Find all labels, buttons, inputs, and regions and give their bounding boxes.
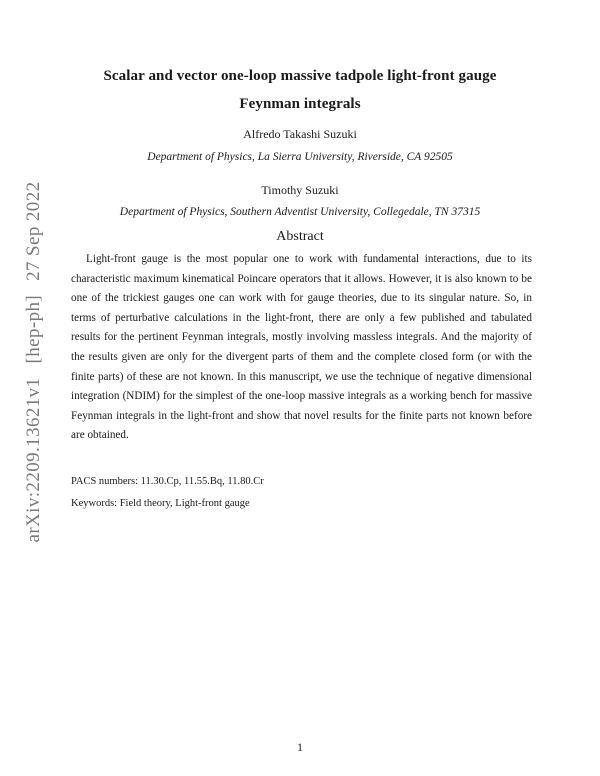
arxiv-id: arXiv:2209.13621v1 bbox=[23, 377, 44, 543]
author-name-2: Timothy Suzuki bbox=[261, 183, 339, 197]
page-number: 1 bbox=[297, 740, 303, 754]
paper-title-line-1: Scalar and vector one-loop massive tadpole light-front gauge bbox=[103, 68, 497, 84]
abstract-text: Light-front gauge is the most popular one to work with fundamental interactions, due to its characteristic maximum kinematical Poincare operators that it allows. However, it is also known to be one of the trickiest gauges one can work with for gauge theories, due to its singular nature. So, in terms of perturbative calculations in the light-front, there are only a few published and tabulated results for the pertinent Feynman integrals, mostly involving massless integrals. And the majority of the results given are only for the divergent parts of them and the complete closed form (or with the finite parts) of these are not known. In this manuscript, we use the technique of negative dimensional integration (NDIM) for the simplest of the one-loop massive integrals as a working bench for massive Feynman integrals in the light-front and show that novel results for the finite parts not known before are obtained. bbox=[71, 253, 532, 442]
author-name-1: Alfredo Takashi Suzuki bbox=[243, 127, 357, 141]
abstract-heading: Abstract bbox=[276, 229, 324, 244]
author-affiliation-2: Department of Physics, Southern Adventist University, Collegedale, TN 37315 bbox=[119, 206, 481, 218]
paper-title-line-2: Feynman integrals bbox=[239, 96, 361, 112]
arxiv-category: [hep-ph] bbox=[23, 294, 44, 364]
author-affiliation-1: Department of Physics, La Sierra University, Riverside, CA 92505 bbox=[147, 151, 453, 163]
keywords: Keywords: Field theory, Light-front gauge bbox=[71, 498, 250, 509]
arxiv-date: 27 Sep 2022 bbox=[23, 181, 44, 281]
pacs-numbers: PACS numbers: 11.30.Cp, 11.55.Bq, 11.80.Cr bbox=[71, 476, 264, 487]
paper-title bbox=[40, 62, 560, 118]
